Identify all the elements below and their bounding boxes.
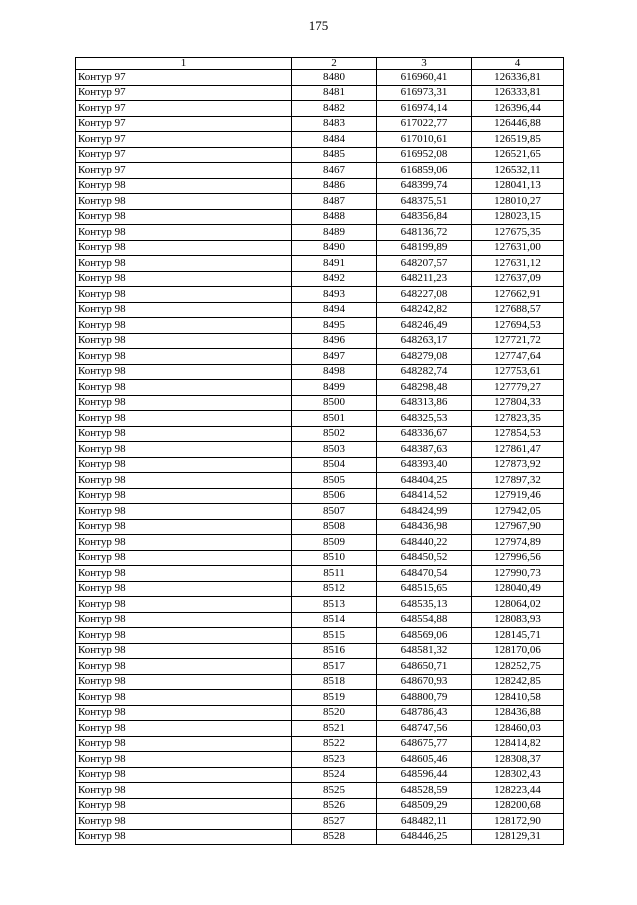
- table-row: [76, 349, 564, 365]
- header-col-4: 4: [472, 58, 564, 70]
- point-number-cell: 8516: [292, 643, 377, 659]
- table-row: [76, 566, 564, 582]
- table-row: [76, 380, 564, 396]
- table-body: [76, 70, 564, 845]
- contour-name-cell: Контур 98: [76, 519, 292, 535]
- y-coordinate-cell: 127873,92: [472, 457, 564, 473]
- point-number-cell: 8522: [292, 736, 377, 752]
- point-number-cell: 8521: [292, 721, 377, 737]
- point-number-cell: 8499: [292, 380, 377, 396]
- x-coordinate-cell: 648404,25: [377, 473, 472, 489]
- table-row: [76, 194, 564, 210]
- table-row: [76, 535, 564, 551]
- y-coordinate-cell: 128410,58: [472, 690, 564, 706]
- x-coordinate-cell: 648470,54: [377, 566, 472, 582]
- y-coordinate-cell: 127804,33: [472, 395, 564, 411]
- table-row: [76, 132, 564, 148]
- point-number-cell: 8519: [292, 690, 377, 706]
- x-coordinate-cell: 648356,84: [377, 209, 472, 225]
- table-row: [76, 209, 564, 225]
- x-coordinate-cell: 648482,11: [377, 814, 472, 830]
- header-col-2: 2: [292, 58, 377, 70]
- y-coordinate-cell: 127967,90: [472, 519, 564, 535]
- contour-name-cell: Контур 98: [76, 349, 292, 365]
- point-number-cell: 8480: [292, 70, 377, 86]
- x-coordinate-cell: 616960,41: [377, 70, 472, 86]
- contour-name-cell: Контур 98: [76, 736, 292, 752]
- table-header: [76, 58, 564, 70]
- y-coordinate-cell: 127747,64: [472, 349, 564, 365]
- table-row: [76, 147, 564, 163]
- x-coordinate-cell: 648263,17: [377, 333, 472, 349]
- table-row: [76, 659, 564, 675]
- y-coordinate-cell: 128010,27: [472, 194, 564, 210]
- point-number-cell: 8495: [292, 318, 377, 334]
- y-coordinate-cell: 128460,03: [472, 721, 564, 737]
- y-coordinate-cell: 127694,53: [472, 318, 564, 334]
- x-coordinate-cell: 648387,63: [377, 442, 472, 458]
- x-coordinate-cell: 648528,59: [377, 783, 472, 799]
- y-coordinate-cell: 128041,13: [472, 178, 564, 194]
- x-coordinate-cell: 648199,89: [377, 240, 472, 256]
- table-row: [76, 519, 564, 535]
- point-number-cell: 8513: [292, 597, 377, 613]
- table-row: [76, 736, 564, 752]
- x-coordinate-cell: 648515,65: [377, 581, 472, 597]
- point-number-cell: 8487: [292, 194, 377, 210]
- contour-name-cell: Контур 98: [76, 287, 292, 303]
- contour-name-cell: Контур 98: [76, 271, 292, 287]
- contour-name-cell: Контур 98: [76, 395, 292, 411]
- y-coordinate-cell: 127990,73: [472, 566, 564, 582]
- x-coordinate-cell: 648675,77: [377, 736, 472, 752]
- table-row: [76, 814, 564, 830]
- contour-name-cell: Контур 98: [76, 504, 292, 520]
- y-coordinate-cell: 127996,56: [472, 550, 564, 566]
- point-number-cell: 8528: [292, 829, 377, 845]
- contour-name-cell: Контур 98: [76, 535, 292, 551]
- y-coordinate-cell: 126396,44: [472, 101, 564, 117]
- point-number-cell: 8526: [292, 798, 377, 814]
- point-number-cell: 8515: [292, 628, 377, 644]
- point-number-cell: 8492: [292, 271, 377, 287]
- table-row: [76, 457, 564, 473]
- contour-name-cell: Контур 98: [76, 767, 292, 783]
- x-coordinate-cell: 648535,13: [377, 597, 472, 613]
- y-coordinate-cell: 128172,90: [472, 814, 564, 830]
- point-number-cell: 8503: [292, 442, 377, 458]
- y-coordinate-cell: 128083,93: [472, 612, 564, 628]
- point-number-cell: 8509: [292, 535, 377, 551]
- point-number-cell: 8504: [292, 457, 377, 473]
- x-coordinate-cell: 648446,25: [377, 829, 472, 845]
- x-coordinate-cell: 648596,44: [377, 767, 472, 783]
- point-number-cell: 8514: [292, 612, 377, 628]
- point-number-cell: 8523: [292, 752, 377, 768]
- point-number-cell: 8506: [292, 488, 377, 504]
- contour-name-cell: Контур 98: [76, 411, 292, 427]
- y-coordinate-cell: 128170,06: [472, 643, 564, 659]
- y-coordinate-cell: 128252,75: [472, 659, 564, 675]
- table-row: [76, 783, 564, 799]
- y-coordinate-cell: 127631,00: [472, 240, 564, 256]
- contour-name-cell: Контур 98: [76, 628, 292, 644]
- y-coordinate-cell: 127823,35: [472, 411, 564, 427]
- x-coordinate-cell: 616974,14: [377, 101, 472, 117]
- table-row: [76, 721, 564, 737]
- y-coordinate-cell: 128302,43: [472, 767, 564, 783]
- point-number-cell: 8486: [292, 178, 377, 194]
- x-coordinate-cell: 648313,86: [377, 395, 472, 411]
- y-coordinate-cell: 127675,35: [472, 225, 564, 241]
- table-row: [76, 829, 564, 845]
- contour-name-cell: Контур 98: [76, 550, 292, 566]
- table-row: [76, 256, 564, 272]
- point-number-cell: 8525: [292, 783, 377, 799]
- y-coordinate-cell: 127942,05: [472, 504, 564, 520]
- table-row: [76, 442, 564, 458]
- x-coordinate-cell: 616973,31: [377, 85, 472, 101]
- contour-name-cell: Контур 98: [76, 426, 292, 442]
- y-coordinate-cell: 128200,68: [472, 798, 564, 814]
- point-number-cell: 8502: [292, 426, 377, 442]
- y-coordinate-cell: 128064,02: [472, 597, 564, 613]
- table-row: [76, 426, 564, 442]
- x-coordinate-cell: 648800,79: [377, 690, 472, 706]
- x-coordinate-cell: 648298,48: [377, 380, 472, 396]
- contour-name-cell: Контур 97: [76, 163, 292, 179]
- y-coordinate-cell: 127637,09: [472, 271, 564, 287]
- table-row: [76, 411, 564, 427]
- x-coordinate-cell: 648650,71: [377, 659, 472, 675]
- y-coordinate-cell: 127721,72: [472, 333, 564, 349]
- point-number-cell: 8510: [292, 550, 377, 566]
- y-coordinate-cell: 126521,65: [472, 147, 564, 163]
- table-row: [76, 271, 564, 287]
- table-row: [76, 225, 564, 241]
- table-row: [76, 674, 564, 690]
- table-row: [76, 705, 564, 721]
- contour-name-cell: Контур 97: [76, 85, 292, 101]
- y-coordinate-cell: 127753,61: [472, 364, 564, 380]
- contour-name-cell: Контур 98: [76, 566, 292, 582]
- point-number-cell: 8517: [292, 659, 377, 675]
- x-coordinate-cell: 648436,98: [377, 519, 472, 535]
- header-col-1: 1: [76, 58, 292, 70]
- y-coordinate-cell: 128129,31: [472, 829, 564, 845]
- contour-name-cell: Контур 98: [76, 194, 292, 210]
- x-coordinate-cell: 648605,46: [377, 752, 472, 768]
- point-number-cell: 8497: [292, 349, 377, 365]
- table-row: [76, 597, 564, 613]
- point-number-cell: 8512: [292, 581, 377, 597]
- x-coordinate-cell: 648424,99: [377, 504, 472, 520]
- point-number-cell: 8498: [292, 364, 377, 380]
- y-coordinate-cell: 128023,15: [472, 209, 564, 225]
- contour-name-cell: Контур 98: [76, 674, 292, 690]
- contour-name-cell: Контур 98: [76, 256, 292, 272]
- x-coordinate-cell: 616952,08: [377, 147, 472, 163]
- x-coordinate-cell: 648211,23: [377, 271, 472, 287]
- y-coordinate-cell: 127854,53: [472, 426, 564, 442]
- x-coordinate-cell: 617022,77: [377, 116, 472, 132]
- table-row: [76, 628, 564, 644]
- contour-name-cell: Контур 98: [76, 302, 292, 318]
- x-coordinate-cell: 648282,74: [377, 364, 472, 380]
- x-coordinate-cell: 648747,56: [377, 721, 472, 737]
- table-row: [76, 550, 564, 566]
- y-coordinate-cell: 128242,85: [472, 674, 564, 690]
- y-coordinate-cell: 126446,88: [472, 116, 564, 132]
- y-coordinate-cell: 128308,37: [472, 752, 564, 768]
- x-coordinate-cell: 648440,22: [377, 535, 472, 551]
- y-coordinate-cell: 127897,32: [472, 473, 564, 489]
- x-coordinate-cell: 648227,08: [377, 287, 472, 303]
- x-coordinate-cell: 648246,49: [377, 318, 472, 334]
- point-number-cell: 8485: [292, 147, 377, 163]
- point-number-cell: 8501: [292, 411, 377, 427]
- x-coordinate-cell: 617010,61: [377, 132, 472, 148]
- contour-name-cell: Контур 98: [76, 690, 292, 706]
- y-coordinate-cell: 126336,81: [472, 70, 564, 86]
- x-coordinate-cell: 648279,08: [377, 349, 472, 365]
- x-coordinate-cell: 648242,82: [377, 302, 472, 318]
- point-number-cell: 8524: [292, 767, 377, 783]
- y-coordinate-cell: 126333,81: [472, 85, 564, 101]
- table-row: [76, 333, 564, 349]
- contour-name-cell: Контур 98: [76, 659, 292, 675]
- table-row: [76, 240, 564, 256]
- x-coordinate-cell: 648450,52: [377, 550, 472, 566]
- point-number-cell: 8507: [292, 504, 377, 520]
- coordinates-table: [75, 57, 564, 845]
- contour-name-cell: Контур 97: [76, 70, 292, 86]
- table-row: [76, 163, 564, 179]
- table-row: [76, 504, 564, 520]
- table-row: [76, 798, 564, 814]
- point-number-cell: 8511: [292, 566, 377, 582]
- contour-name-cell: Контур 98: [76, 380, 292, 396]
- y-coordinate-cell: 127631,12: [472, 256, 564, 272]
- page-number: 175: [308, 18, 329, 33]
- x-coordinate-cell: 648399,74: [377, 178, 472, 194]
- table-row: [76, 85, 564, 101]
- y-coordinate-cell: 127779,27: [472, 380, 564, 396]
- contour-name-cell: Контур 97: [76, 132, 292, 148]
- y-coordinate-cell: 127861,47: [472, 442, 564, 458]
- table-row: [76, 178, 564, 194]
- x-coordinate-cell: 648581,32: [377, 643, 472, 659]
- table-row: [76, 287, 564, 303]
- y-coordinate-cell: 128414,82: [472, 736, 564, 752]
- x-coordinate-cell: 616859,06: [377, 163, 472, 179]
- contour-name-cell: Контур 98: [76, 721, 292, 737]
- contour-name-cell: Контур 98: [76, 643, 292, 659]
- contour-name-cell: Контур 97: [76, 101, 292, 117]
- x-coordinate-cell: 648393,40: [377, 457, 472, 473]
- point-number-cell: 8467: [292, 163, 377, 179]
- x-coordinate-cell: 648375,51: [377, 194, 472, 210]
- table-row: [76, 752, 564, 768]
- point-number-cell: 8505: [292, 473, 377, 489]
- contour-name-cell: Контур 98: [76, 225, 292, 241]
- y-coordinate-cell: 128145,71: [472, 628, 564, 644]
- contour-name-cell: Контур 98: [76, 814, 292, 830]
- y-coordinate-cell: 127688,57: [472, 302, 564, 318]
- y-coordinate-cell: 126532,11: [472, 163, 564, 179]
- y-coordinate-cell: 128223,44: [472, 783, 564, 799]
- y-coordinate-cell: 126519,85: [472, 132, 564, 148]
- point-number-cell: 8500: [292, 395, 377, 411]
- table-row: [76, 318, 564, 334]
- point-number-cell: 8518: [292, 674, 377, 690]
- contour-name-cell: Контур 98: [76, 364, 292, 380]
- table-row: [76, 643, 564, 659]
- table-row: [76, 581, 564, 597]
- x-coordinate-cell: 648207,57: [377, 256, 472, 272]
- y-coordinate-cell: 127974,89: [472, 535, 564, 551]
- contour-name-cell: Контур 98: [76, 240, 292, 256]
- contour-name-cell: Контур 98: [76, 333, 292, 349]
- header-row: [76, 58, 564, 70]
- contour-name-cell: Контур 98: [76, 442, 292, 458]
- y-coordinate-cell: 127919,46: [472, 488, 564, 504]
- table-row: [76, 302, 564, 318]
- point-number-cell: 8484: [292, 132, 377, 148]
- x-coordinate-cell: 648136,72: [377, 225, 472, 241]
- table-row: [76, 690, 564, 706]
- y-coordinate-cell: 128040,49: [472, 581, 564, 597]
- contour-name-cell: Контур 98: [76, 798, 292, 814]
- contour-name-cell: Контур 98: [76, 597, 292, 613]
- point-number-cell: 8520: [292, 705, 377, 721]
- table-row: [76, 101, 564, 117]
- x-coordinate-cell: 648670,93: [377, 674, 472, 690]
- contour-name-cell: Контур 98: [76, 473, 292, 489]
- y-coordinate-cell: 127662,91: [472, 287, 564, 303]
- header-col-3: 3: [377, 58, 472, 70]
- point-number-cell: 8489: [292, 225, 377, 241]
- contour-name-cell: Контур 98: [76, 178, 292, 194]
- point-number-cell: 8493: [292, 287, 377, 303]
- contour-name-cell: Контур 98: [76, 829, 292, 845]
- point-number-cell: 8483: [292, 116, 377, 132]
- point-number-cell: 8482: [292, 101, 377, 117]
- contour-name-cell: Контур 98: [76, 318, 292, 334]
- contour-name-cell: Контур 98: [76, 488, 292, 504]
- point-number-cell: 8527: [292, 814, 377, 830]
- contour-name-cell: Контур 98: [76, 612, 292, 628]
- table-row: [76, 70, 564, 86]
- point-number-cell: 8490: [292, 240, 377, 256]
- table-row: [76, 395, 564, 411]
- contour-name-cell: Контур 98: [76, 783, 292, 799]
- contour-name-cell: Контур 97: [76, 147, 292, 163]
- x-coordinate-cell: 648336,67: [377, 426, 472, 442]
- contour-name-cell: Контур 98: [76, 752, 292, 768]
- y-coordinate-cell: 128436,88: [472, 705, 564, 721]
- x-coordinate-cell: 648509,29: [377, 798, 472, 814]
- x-coordinate-cell: 648569,06: [377, 628, 472, 644]
- table-row: [76, 364, 564, 380]
- x-coordinate-cell: 648554,88: [377, 612, 472, 628]
- point-number-cell: 8488: [292, 209, 377, 225]
- point-number-cell: 8508: [292, 519, 377, 535]
- table-row: [76, 116, 564, 132]
- point-number-cell: 8481: [292, 85, 377, 101]
- table-row: [76, 612, 564, 628]
- x-coordinate-cell: 648786,43: [377, 705, 472, 721]
- contour-name-cell: Контур 98: [76, 209, 292, 225]
- point-number-cell: 8491: [292, 256, 377, 272]
- x-coordinate-cell: 648414,52: [377, 488, 472, 504]
- point-number-cell: 8496: [292, 333, 377, 349]
- contour-name-cell: Контур 98: [76, 457, 292, 473]
- table-row: [76, 488, 564, 504]
- table-row: [76, 473, 564, 489]
- table-row: [76, 767, 564, 783]
- contour-name-cell: Контур 98: [76, 705, 292, 721]
- contour-name-cell: Контур 98: [76, 581, 292, 597]
- contour-name-cell: Контур 97: [76, 116, 292, 132]
- point-number-cell: 8494: [292, 302, 377, 318]
- x-coordinate-cell: 648325,53: [377, 411, 472, 427]
